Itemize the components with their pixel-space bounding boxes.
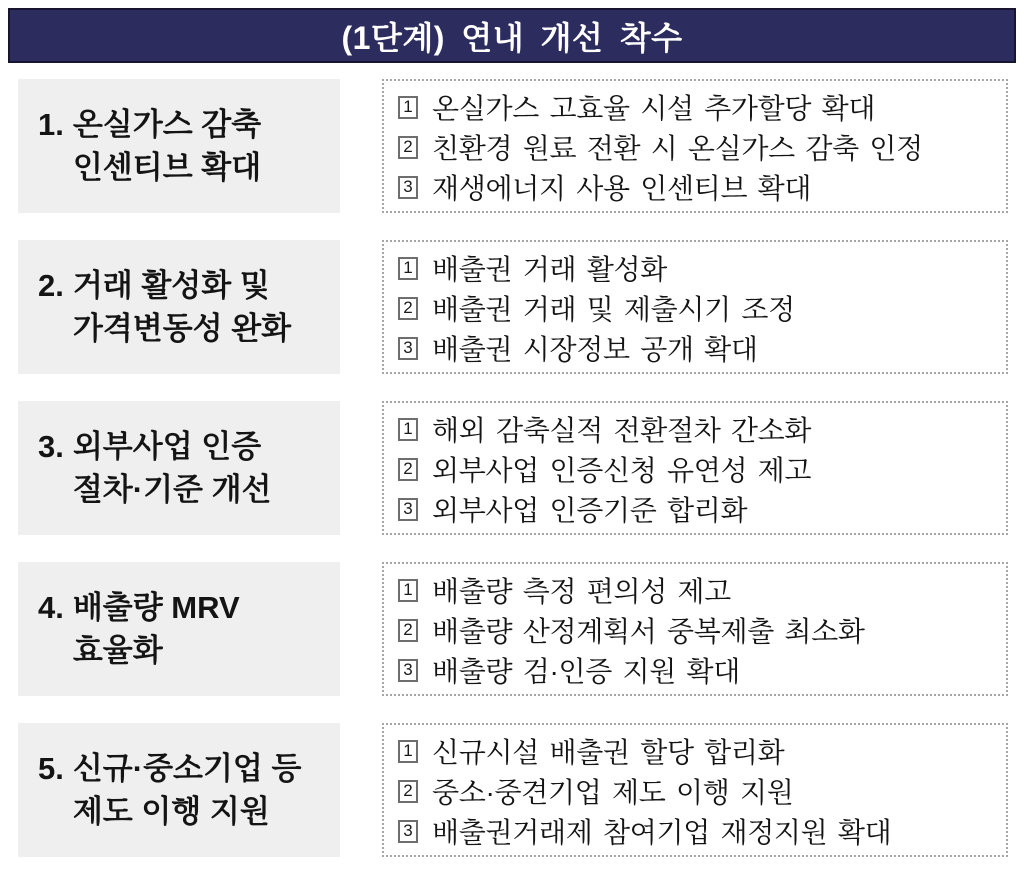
item-row (398, 731, 1000, 771)
category-title-line1: 신규·중소기업 등 (72, 751, 302, 786)
section-row (18, 401, 1008, 535)
category-heading (38, 103, 261, 189)
item-text: 친환경 원료 전환 시 온실가스 감축 인정 (432, 133, 923, 164)
item-number-badge: 2 (398, 458, 418, 481)
section-row (18, 79, 1008, 213)
item-row (398, 248, 1000, 288)
item-row (398, 409, 1000, 449)
category-box-3 (18, 401, 340, 535)
category-box-5 (18, 723, 340, 857)
category-number: 1. (38, 107, 64, 142)
category-number: 3. (38, 429, 64, 464)
item-text: 신규시설 배출권 할당 합리화 (432, 737, 785, 768)
category-number: 2. (38, 268, 64, 303)
item-number-badge: 2 (398, 780, 418, 803)
item-row (398, 449, 1000, 489)
item-row (398, 127, 1000, 167)
item-number-badge: 1 (398, 740, 418, 763)
item-number-badge: 2 (398, 297, 418, 320)
category-heading (38, 747, 301, 833)
category-title-line2: 절차·기준 개선 (72, 472, 272, 507)
item-number-badge: 3 (398, 176, 418, 199)
section-row (18, 562, 1008, 696)
item-text: 배출량 산정계획서 중복제출 최소화 (432, 616, 865, 647)
category-heading (38, 425, 271, 511)
item-number-badge: 2 (398, 619, 418, 642)
sections-container (18, 79, 1008, 857)
item-row (398, 167, 1000, 207)
item-row (398, 489, 1000, 529)
item-text: 배출량 검·인증 지원 확대 (432, 656, 740, 687)
item-text: 배출권 거래 및 제출시기 조정 (432, 294, 795, 325)
item-number-badge: 1 (398, 579, 418, 602)
item-row (398, 610, 1000, 650)
category-title (73, 103, 261, 189)
category-title-line1: 배출량 MRV (72, 590, 240, 625)
item-text: 온실가스 고효율 시설 추가할당 확대 (432, 93, 876, 124)
category-number: 5. (38, 751, 64, 786)
item-row (398, 288, 1000, 328)
category-title (73, 747, 302, 833)
items-box-4 (382, 562, 1008, 696)
category-title-line1: 온실가스 감축 (72, 107, 262, 142)
phase-header-banner (8, 8, 1016, 63)
category-title (73, 264, 291, 350)
item-text: 배출권거래제 참여기업 재정지원 확대 (432, 817, 892, 848)
item-text: 해외 감축실적 전환절차 간소화 (432, 415, 812, 446)
category-number: 4. (38, 590, 64, 625)
item-text: 외부사업 인증신청 유연성 제고 (432, 455, 812, 486)
category-title (73, 586, 240, 672)
category-title-line1: 외부사업 인증 (72, 429, 262, 464)
category-title-line2: 가격변동성 완화 (72, 311, 292, 346)
category-box-4 (18, 562, 340, 696)
item-row (398, 87, 1000, 127)
items-box-1 (382, 79, 1008, 213)
item-number-badge: 3 (398, 820, 418, 843)
item-number-badge: 1 (398, 257, 418, 280)
category-box-1 (18, 79, 340, 213)
item-text: 배출권 시장정보 공개 확대 (432, 334, 758, 365)
items-box-5 (382, 723, 1008, 857)
category-heading (38, 586, 240, 672)
item-number-badge: 3 (398, 498, 418, 521)
item-number-badge: 3 (398, 659, 418, 682)
section-row (18, 240, 1008, 374)
category-box-2 (18, 240, 340, 374)
item-number-badge: 3 (398, 337, 418, 360)
items-box-2 (382, 240, 1008, 374)
item-number-badge: 1 (398, 96, 418, 119)
category-heading (38, 264, 291, 350)
item-row (398, 811, 1000, 851)
category-title-line2: 효율화 (72, 633, 163, 668)
item-text: 중소·중견기업 제도 이행 지원 (432, 777, 794, 808)
category-title (73, 425, 272, 511)
item-row (398, 771, 1000, 811)
item-text: 외부사업 인증기준 합리화 (432, 495, 748, 526)
item-row (398, 650, 1000, 690)
section-row (18, 723, 1008, 857)
item-number-badge: 1 (398, 418, 418, 441)
item-text: 재생에너지 사용 인센티브 확대 (432, 173, 812, 204)
phase-title: (1단계) 연내 개선 착수 (341, 19, 683, 56)
category-title-line1: 거래 활성화 및 (72, 268, 270, 303)
item-row (398, 570, 1000, 610)
items-box-3 (382, 401, 1008, 535)
item-number-badge: 2 (398, 136, 418, 159)
category-title-line2: 인센티브 확대 (72, 150, 262, 185)
item-text: 배출권 거래 활성화 (432, 254, 667, 285)
category-title-line2: 제도 이행 지원 (72, 794, 270, 829)
item-row (398, 328, 1000, 368)
item-text: 배출량 측정 편의성 제고 (432, 576, 731, 607)
